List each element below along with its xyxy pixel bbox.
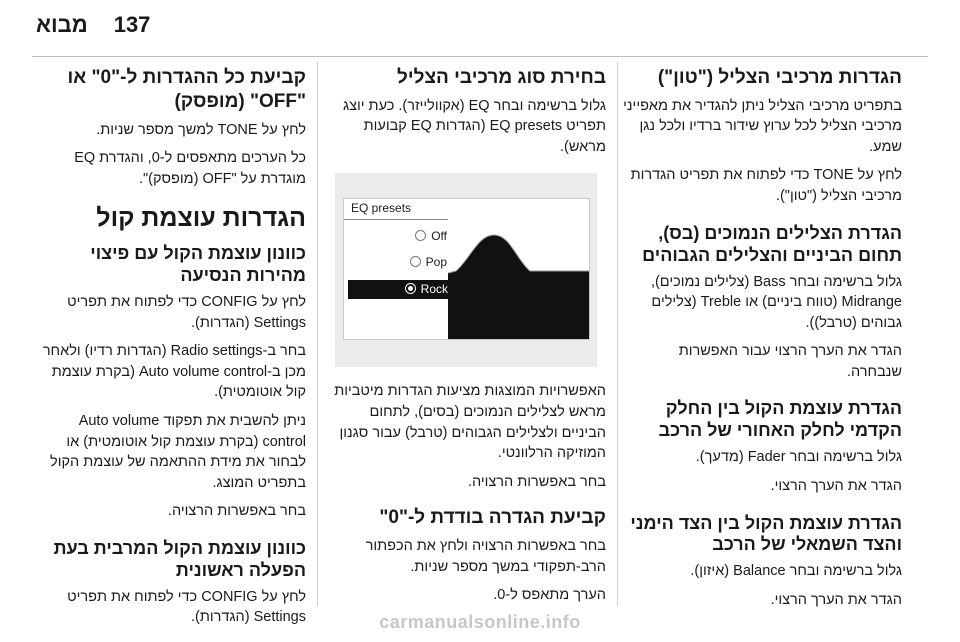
paragraph: הגדר את הערך הרצוי. bbox=[770, 477, 902, 494]
paragraph: הגדר את הערך הרצוי עבור האפשרות שנבחרה. bbox=[678, 343, 902, 380]
option-label: Rock bbox=[420, 282, 448, 297]
paragraph: בחר באפשרות הרצויה ולחץ את הכפתור הרב-תפקודי במשך מספר שניות. bbox=[365, 538, 606, 575]
option-label: Off bbox=[431, 229, 447, 244]
paragraph: לחץ על TONE כדי לפתוח את תפריט הגדרות מרכיבי הצליל ("טון"). bbox=[630, 167, 902, 205]
preset-option-off[interactable] bbox=[351, 227, 447, 246]
column-divider bbox=[317, 62, 318, 606]
paragraph: גלול ברשימה ובחר Balance (איזון). bbox=[690, 563, 902, 580]
heading-volume-settings: הגדרות עוצמת קול bbox=[96, 204, 306, 233]
preset-option-rock[interactable] bbox=[348, 280, 448, 299]
paragraph: גלול ברשימה ובחר Bass (צלילים נמוכים), Midrange (טווח ביניים) או Treble (צלילים גבוהים (טרבל)). bbox=[650, 273, 902, 331]
radio-selected-icon bbox=[405, 283, 416, 294]
screen-title: EQ presets bbox=[351, 201, 412, 216]
paragraph: הערך מתאפס ל-0. bbox=[493, 587, 606, 604]
paragraph: האפשרויות המוצגות מציעות הגדרות מיטביות מראש לצלילים הנמוכים (בסים), לתחום הביניים ולצלילים הגבוהים (טרבל) עבור סגנון המוזיקה הרלוונטי. bbox=[334, 383, 606, 462]
paragraph: לחץ על CONFIG כדי לפתוח את תפריט Settings (הגדרות). bbox=[67, 294, 306, 331]
paragraph: גלול ברשימה ובחר EQ (אקוולייזר). כעת יוצג תפריט EQ presets (הגדרות EQ קבועות מראש). bbox=[342, 97, 606, 155]
column-middle bbox=[326, 66, 606, 614]
heading-reset-all: קביעת כל ההגדרות ל-"0" או "OFF" (מופסק) bbox=[67, 67, 306, 112]
column-divider bbox=[617, 62, 618, 606]
paragraph: גלול ברשימה ובחר Fader (מדעך). bbox=[695, 449, 902, 466]
paragraph: כל הערכים מתאפסים ל-0, והגדרת EQ מוגדרת על "OFF (מופסק)". bbox=[74, 150, 306, 187]
paragraph: בחר באפשרות הרצויה. bbox=[167, 503, 306, 520]
heading-speed-compensation: כוונון עוצמת הקול עם פיצוי מהירות הנסיעה bbox=[90, 243, 306, 286]
radio-icon bbox=[415, 230, 426, 241]
section-title: מבוא bbox=[36, 12, 88, 37]
paragraph: בחר באפשרות הרצויה. bbox=[467, 473, 606, 490]
heading-reset-single: קביעת הגדרה בודדת ל-"0" bbox=[379, 507, 606, 529]
page-number: 137 bbox=[113, 12, 151, 37]
heading-startup-volume: כוונון עוצמת הקול המרבית בעת הפעלה ראשונית bbox=[53, 537, 306, 580]
paragraph: הגדר את הערך הרצוי. bbox=[770, 591, 902, 608]
eq-presets-screen-figure bbox=[335, 173, 597, 367]
heading-tone-settings: הגדרות מרכיבי הצליל ("טון") bbox=[657, 67, 902, 88]
screen-title-underline bbox=[344, 219, 448, 220]
watermark-brand: carmanualsonline.info bbox=[379, 612, 581, 632]
preset-option-pop[interactable] bbox=[351, 253, 447, 272]
heading-fader: הגדרת עוצמת הקול בין החלק הקדמי לחלק האחורי של הרכב bbox=[658, 398, 902, 441]
heading-balance: הגדרת עוצמת הקול בין הצד הימני והצד השמאלי של הרכב bbox=[630, 512, 902, 555]
radio-icon bbox=[410, 256, 421, 267]
paragraph: בחר ב-Radio settings (הגדרות רדיו) ולאחר מכן ב-Auto volume control (בקרת עוצמת קול אוטומטית). bbox=[42, 343, 306, 401]
page-header bbox=[36, 12, 150, 38]
paragraph: לחץ על TONE למשך מספר שניות. bbox=[96, 121, 306, 138]
header-rule bbox=[32, 56, 928, 57]
heading-eq-selection: בחירת סוג מרכיבי הצליל bbox=[397, 67, 606, 88]
paragraph: בתפריט מרכיבי הצליל ניתן להגדיר את מאפייני מרכיבי הצליל לכל ערוץ שידור ברדיו ולכל נגן שמע. bbox=[623, 97, 902, 155]
paragraph: לחץ על CONFIG כדי לפתוח את תפריט Settings (הגדרות). bbox=[67, 588, 306, 626]
eq-curve-graphic bbox=[448, 199, 589, 339]
column-left bbox=[34, 66, 306, 636]
eq-presets-screen bbox=[343, 198, 590, 340]
heading-bass-mid-treble: הגדרת הצלילים הנמוכים (בס), תחום הביניים והצלילים הגבוהים bbox=[642, 222, 902, 265]
option-label: Pop bbox=[425, 255, 447, 270]
paragraph: ניתן להשבית את תפקוד Auto volume control (בקרת עוצמת קול אוטומטית) או לבחור את מידת ההתאמה של עוצמת הקול בתפריט המוצג. bbox=[50, 413, 306, 491]
column-right bbox=[620, 66, 902, 619]
